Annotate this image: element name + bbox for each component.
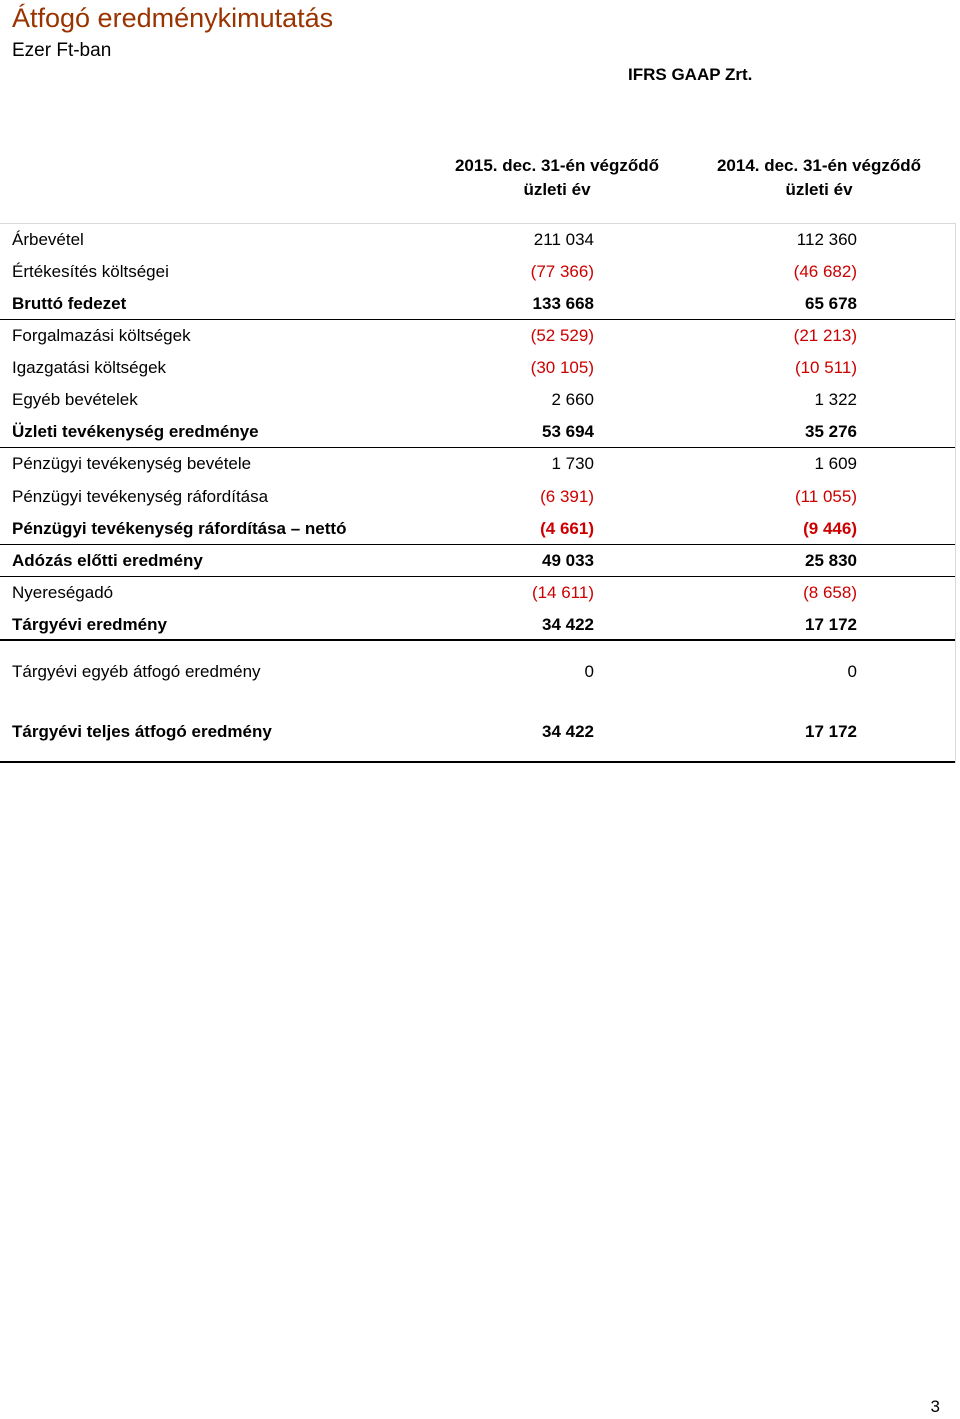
table-row: [0, 609, 955, 641]
table-row: [0, 384, 955, 416]
value-2014: (8 658): [803, 583, 857, 602]
value-2015: 34 422: [542, 615, 594, 634]
value-2015: (77 366): [530, 262, 594, 281]
value-2015: (6 391): [540, 487, 594, 506]
table-row: [0, 224, 955, 256]
value-2014: (9 446): [803, 519, 857, 538]
table-row: [0, 352, 955, 384]
row-label: Pénzügyi tevékenység ráfordítása: [12, 487, 269, 506]
row-label: Üzleti tevékenység eredménye: [12, 422, 259, 441]
value-2014: 0: [847, 662, 857, 681]
column-header-2014: [689, 154, 949, 202]
table-row: [0, 256, 955, 288]
value-2015: 0: [584, 662, 594, 681]
column-header-2015-line2: üzleti év: [523, 180, 591, 199]
table-row: [0, 288, 955, 320]
table-row: [0, 513, 955, 545]
row-label: Tárgyévi egyéb átfogó eredmény: [12, 662, 261, 681]
value-2014: (10 511): [794, 358, 857, 377]
table-row: [0, 416, 955, 448]
table-row: [0, 448, 955, 481]
row-label: Tárgyévi eredmény: [12, 615, 167, 634]
unit-label: Ezer Ft-ban: [12, 40, 112, 61]
row-label: Pénzügyi tevékenység bevétele: [12, 454, 252, 473]
row-label: Forgalmazási költségek: [12, 326, 191, 345]
row-label: Értékesítés költségei: [12, 262, 169, 281]
value-2014: 17 172: [805, 722, 857, 741]
value-2014: 1 322: [814, 390, 857, 409]
value-2015: 53 694: [542, 422, 594, 441]
value-2014: (21 213): [793, 326, 857, 345]
row-label: Pénzügyi tevékenység ráfordítása – nettó: [12, 519, 347, 538]
value-2015: 34 422: [542, 722, 594, 741]
table-row: [0, 577, 955, 609]
page-number: 3: [930, 1397, 940, 1416]
column-header-2014-line1: 2014. dec. 31-én végződő: [716, 156, 922, 175]
row-label: Árbevétel: [12, 230, 84, 249]
value-2015: 211 034: [533, 230, 594, 249]
column-header-2014-line2: üzleti év: [785, 180, 853, 199]
value-2014: 25 830: [805, 551, 857, 570]
income-statement-table: [0, 223, 956, 763]
table-row: [0, 320, 955, 352]
page-title: Átfogó eredménykimutatás: [12, 3, 334, 33]
column-header-2015-line1: 2015. dec. 31-én végződő: [454, 156, 660, 175]
company-name: IFRS GAAP Zrt.: [628, 65, 753, 84]
row-label: Egyéb bevételek: [12, 390, 138, 409]
value-2014: 35 276: [805, 422, 857, 441]
value-2014: (11 055): [794, 487, 857, 506]
row-label: Nyereségadó: [12, 583, 114, 602]
value-2015: 49 033: [542, 551, 594, 570]
value-2015: (52 529): [530, 326, 594, 345]
value-2015: 1 730: [551, 454, 594, 473]
value-2014: (46 682): [793, 262, 857, 281]
value-2015: (4 661): [540, 519, 594, 538]
table-row: [0, 703, 955, 763]
table-row: [0, 481, 955, 513]
value-2014: 65 678: [805, 294, 857, 313]
column-header-2015: [427, 154, 687, 202]
row-label: Tárgyévi teljes átfogó eredmény: [12, 722, 272, 741]
table-row: [0, 545, 955, 577]
value-2014: 17 172: [805, 615, 857, 634]
row-label: Bruttó fedezet: [12, 294, 127, 313]
value-2015: (30 105): [530, 358, 594, 377]
value-2014: 112 360: [796, 230, 857, 249]
value-2015: 2 660: [551, 390, 594, 409]
value-2015: (14 611): [531, 583, 594, 602]
row-label: Adózás előtti eredmény: [12, 551, 203, 570]
value-2014: 1 609: [814, 454, 857, 473]
value-2015: 133 668: [532, 294, 594, 313]
row-label: Igazgatási költségek: [12, 358, 167, 377]
table-row: [0, 641, 955, 703]
